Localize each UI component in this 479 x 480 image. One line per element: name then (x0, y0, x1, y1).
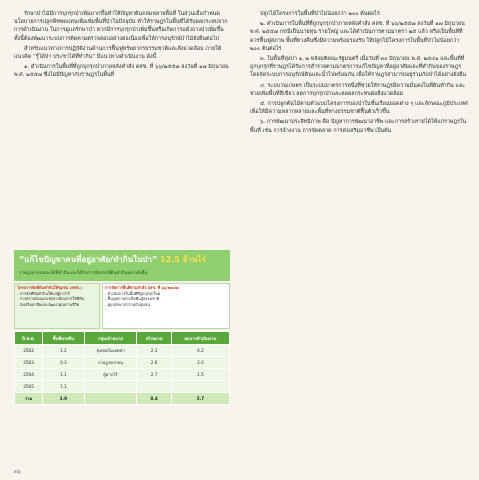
info-box-heading: โครงการจัดที่ดินทำกินให้ชุมชน (คทช.) (17, 285, 83, 290)
info-box-line: - ส่งเสริมอาชีพและพัฒนาคุณภาพชีวิต (17, 301, 80, 307)
table-cell (84, 381, 137, 393)
table-cell: 1.1 (43, 369, 85, 381)
table-cell: 2562 (15, 345, 43, 357)
table-cell: 2.6 (137, 357, 172, 369)
table-cell: ผู้ยากไร้ (84, 369, 137, 381)
right-paragraph-2: ๒. ดำเนินการในพื้นที่ที่ถูกบุกรุกป่าภายหลังคำสั่ง คสช. ที่ ๖๖/๒๕๕๗ ลงวันที่ ๑๗ มิถุนายน พ.ศ. ๒๕๕๗ กรณีเป็นนายทุน รายใหญ่ และได้ดำเนินการตามมาตรา ๒๕ แล้ว หรือเป็นพื้นที่ที่ควรฟื้นฟูสภาพ พื้นที่ทวงคืนซึ่งมีความพร้อมรองรับ ให้ปลูกไม้โครงการในพื้นที่ป่าไม่น้อยกว่า ๒๐๐ ต้นต่อไร่ (250, 21, 465, 52)
table-cell: ราษฎรยากจน (84, 357, 137, 369)
table-header-cell: กลุ่มเป้าหมาย (84, 332, 137, 345)
info-box-line: - ดูแลรักษาป่าร่วมกับชุมชน (105, 301, 150, 307)
info-box-line: - การตรวจสอบและจัดระเบียบการใช้ที่ดิน (17, 296, 85, 302)
page-number: ๓๖ (14, 469, 21, 475)
table-cell: 2565 (15, 381, 43, 393)
table-header-cell: เป้าหมาย (137, 332, 172, 345)
table-cell: 1.2 (43, 345, 85, 357)
info-box-heading: การจัดการพื้นที่ตามคำสั่ง คสช. ที่ ๖๖/๒๕๕๗ (105, 285, 179, 290)
table-cell: 2.0 (171, 357, 229, 369)
banner-title-prefix: “แก้ไขปัญหาคนที่อยู่อาศัย/ทำกินในป่า” (19, 255, 161, 264)
table-total-row (15, 393, 230, 405)
table-cell: ชุมชนในเขตป่า (84, 345, 137, 357)
table-cell: รวม (15, 393, 43, 405)
table-cell: 8.4 (137, 393, 172, 405)
table-header-cell: ผลการดำเนินงาน (171, 332, 229, 345)
info-box-line: - การจัดที่ดินทำกินให้แก่ผู้ยากไร้ (17, 290, 70, 296)
table-cell (171, 381, 229, 393)
table-cell: 1.5 (171, 369, 229, 381)
info-box-line: - ดำเนินการในพื้นที่ที่ถูกบุกรุกใหม่ (105, 290, 161, 296)
info-box-ncpo-order (102, 283, 230, 329)
banner-subtitle: ราษฎรยากจนจะได้ที่ทำกินและได้รับการจัดสรรที่ดินทำกินอย่างยั่งยืน (19, 271, 148, 276)
table-row (15, 345, 230, 357)
table-cell: 2564 (15, 369, 43, 381)
table-header-cell: พื้นที่ทวงคืน (43, 332, 85, 345)
table-cell (84, 393, 137, 405)
right-paragraph-1: ปลูกไม้โครงการในพื้นที่ป่าไม่น้อยกว่า ๒๐๐ ต้นต่อไร่ (260, 11, 380, 17)
right-paragraph-5: ๕. การปลูกต้นไม้ตามตัวแบบโครงการของป่าในชั้นเรือนยอดต่าง ๆ และลักษณะภูมิประเทศ เพื่อให้มีความหลากหลายและพื้นที่ทางธรรมชาติฟื้นตัวเร็วขึ้น (250, 101, 468, 116)
table-cell: 2.7 (137, 369, 172, 381)
left-paragraph-3: ๑. ดำเนินการในพื้นที่ที่ถูกบุกรุกป่าภายหลังคำสั่ง คสช. ที่ ๖๖/๒๕๕๗ ลงวันที่ ๑๗ มิถุนายน พ.ศ. ๒๕๕๗ ซึ่งไม่มีปัญหากับราษฎรในพื้นที่ (14, 64, 229, 79)
table-header-row (15, 332, 230, 345)
statistics-table (14, 331, 230, 405)
left-paragraph-2: สำหรับแนวทางการปฏิบัติงานด้านการฟื้นฟูทรัพยากรธรรมชาติและสิ่งแวดล้อม ภายใต้แนวคิด “รู้ได้ป่า ประชาได้ที่ทำกิน” มีแนวทางดำเนินงาน ดังนี้ (14, 45, 222, 61)
table-cell: 4.2 (171, 345, 229, 357)
table-cell: 1.1 (43, 381, 85, 393)
highlight-banner (14, 250, 230, 281)
info-boxes (14, 283, 230, 329)
right-paragraph-6: ๖. การพัฒนาประสิทธิภาพ คือ ปัญหาการพัฒนาอาชีพ และการสร้างรายได้ให้แก่ราษฎรในพื้นที่ เช่น การจ้างงาน การจัดตลาด การส่งเสริมอาชีพ เป็นต้น (250, 119, 467, 134)
table-row (15, 369, 230, 381)
right-paragraph-3: ๓. ในพื้นที่ทุ่งป่า ๑, ๒ หลังมติคณะรัฐมนตรี เมื่อวันที่ ๓๐ มิถุนายน พ.ศ. ๒๕๔๑ และพื้นที่ที่ถูกบุกรุกที่ราษฎรได้รับการสำรวจตามมาตรการแก้ไขปัญหาที่อยู่อาศัยและที่ทำกินของราษฎร โดยจัดระบบการอนุรักษ์ดินและน้ำไปพร้อมกัน เพื่อให้ราษฎรสามารถอยู่ร่วมกับป่าได้อย่างยั่งยืน (250, 56, 467, 79)
table-header-cell: ปี พ.ศ. (15, 332, 43, 345)
table-cell: 2563 (15, 357, 43, 369)
info-box-community-land (14, 283, 100, 329)
right-column (250, 10, 468, 137)
table-row (15, 357, 230, 369)
left-paragraph-1: รักษาป่าไม้มีการบุกรุกป่าเพิ่มมากขึ้นทำให้ปัญหาดินถล่มหลายพื้นที่ ในส่วนเมื่อกำหนดนโยบายการปลูกพืชทดแทนเพื่อเพิ่มพื้นที่ป่าในปัจจุบัน ทำให้ราษฎรในพื้นที่ได้รับผลกระทบจากการดำเนินงาน ในการดูแลรักษาป่า หากมีการบุกรุกป่าเพิ่มขึ้นหรือเกิดการแผ้วถางป่าเพิ่มขึ้น ทั้งนี้ต้องพัฒนาระบบการติดตามตรวจสอบอย่างต่อเนื่องเพื่อให้การอนุรักษ์ป่าไม้ยั่งยืนต่อไป (14, 11, 228, 42)
banner-title (19, 253, 206, 266)
right-paragraph-4: ๔. ระบบวนเกษตร เป็นระบบมาตรการหนึ่งที่ช่วยให้ราษฎรมีความมั่นคงในที่ดินทำกิน และช่วยเพิ่มพื้นที่สีเขียว ลดการบุกรุกป่าและลดผลกระทบต่อสิ่งแวดล้อม (250, 82, 466, 97)
table-cell: 5.7 (171, 393, 229, 405)
table-cell: 3.9 (43, 393, 85, 405)
banner-title-highlight: 12.5 ล้านไร่ (160, 255, 206, 264)
table-cell: 2.1 (137, 345, 172, 357)
left-column (14, 10, 230, 82)
table-cell: 0.3 (43, 357, 85, 369)
info-box-line: - ฟื้นฟูสภาพป่าเพื่อคืนสู่ธรรมชาติ (105, 296, 160, 302)
table-row (15, 381, 230, 393)
table-cell (137, 381, 172, 393)
